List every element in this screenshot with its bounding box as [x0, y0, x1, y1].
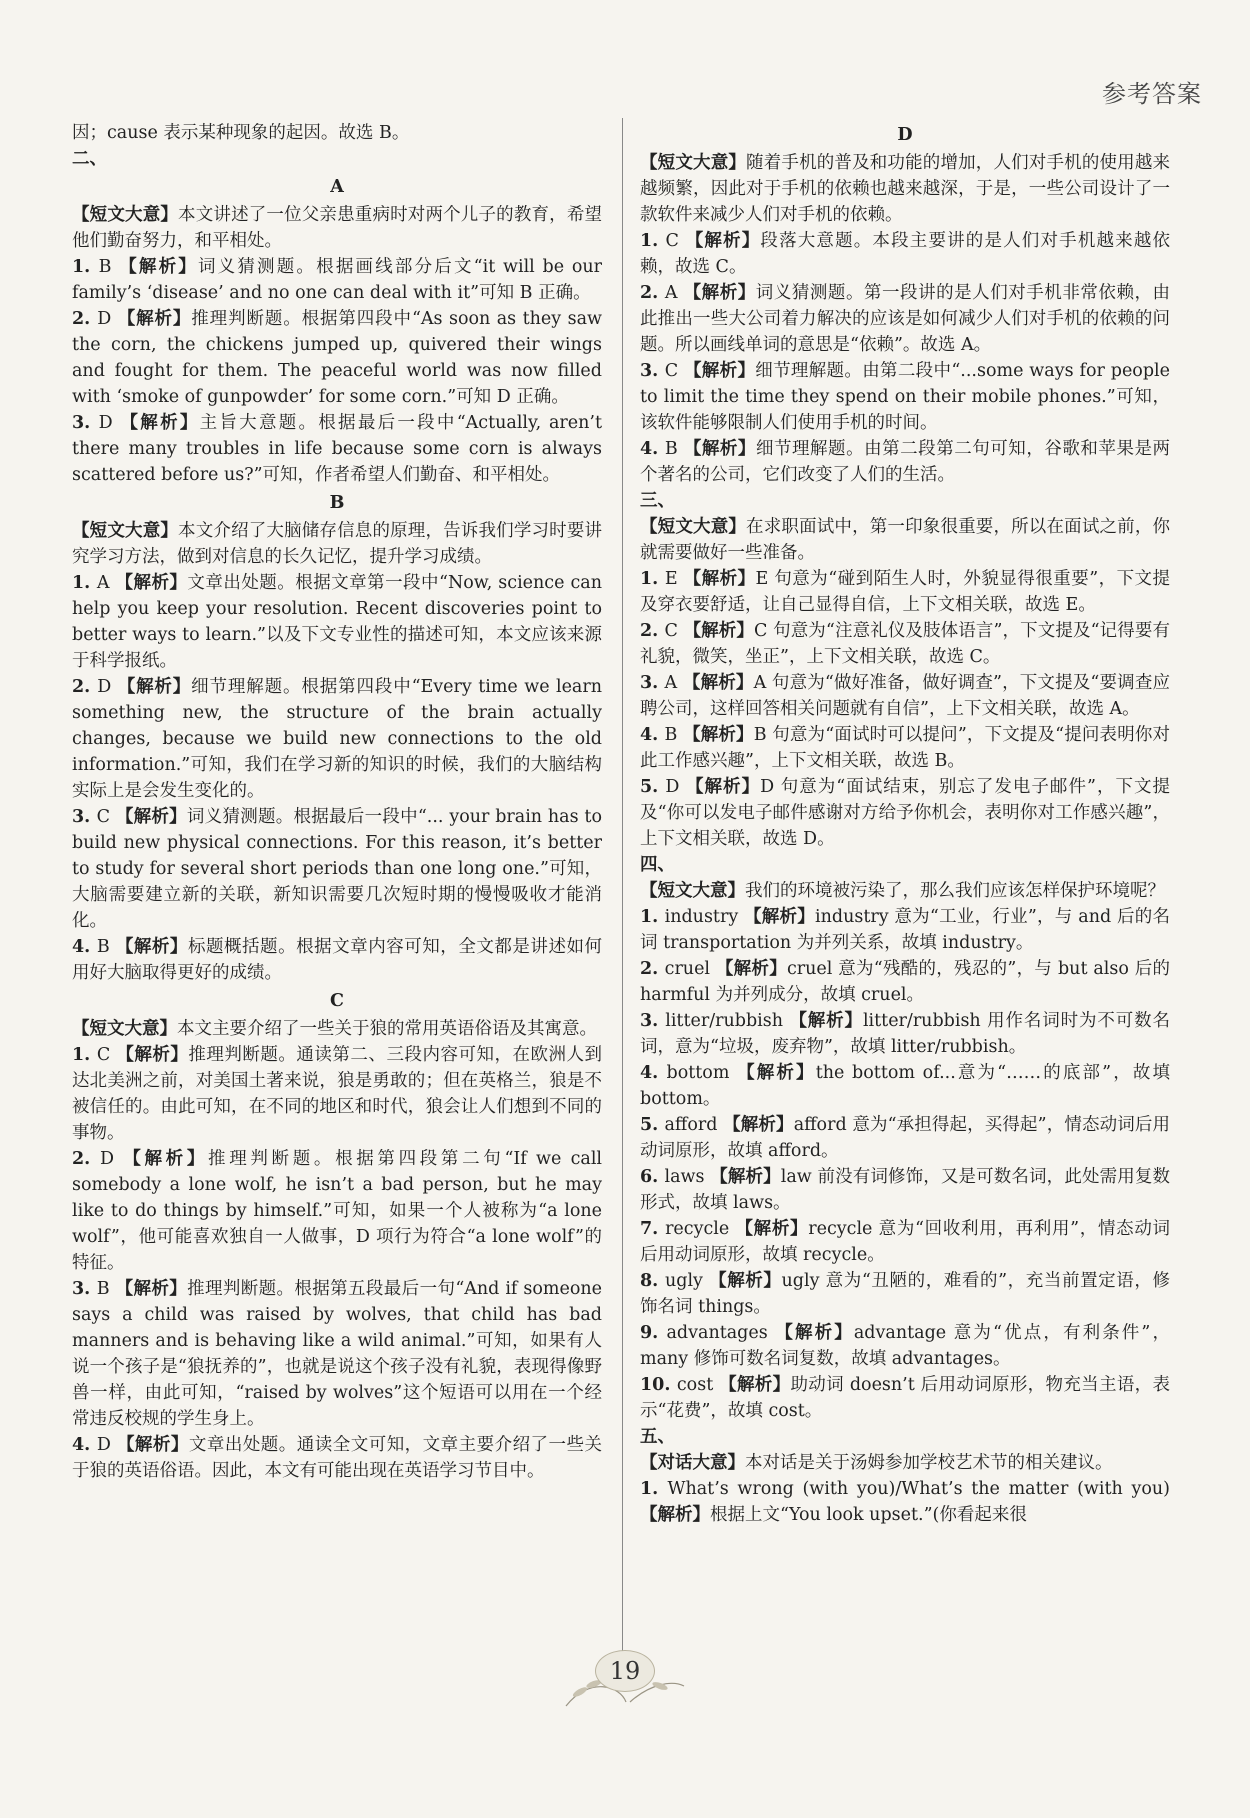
- explanation-text: 标题概括题。根据文章内容可知，全文都是讲述如何用好大脑取得更好的成绩。: [72, 937, 602, 983]
- explanation-text: recycle 意为“回收利用，再利用”，情态动词后用动词原形，故填 recycle。: [640, 1219, 1171, 1265]
- answer-number: 5.: [640, 777, 666, 797]
- explanation-tag: 【解析】: [683, 725, 754, 745]
- explanation-text: 推理判断题。根据第五段最后一句“And if someone says a child was raised by wolves, that child has bad manners and is behaving like a wild animal.”可知，如果有人说一个孩子是“狼抚养的”，也就是说这个孩子没有礼貌，表现得像野兽一样，由此可知，“raised by wolves”这个短语可以用在一个经常违反校规的学生身上。: [72, 1279, 602, 1429]
- explanation-text: the bottom of...意为“……的底部”，故填 bottom。: [640, 1063, 1170, 1109]
- explanation-text: 词义猜测题。根据画线部分后文“it will be our family’s ‘disease’ and no one can deal with it”可知 B 正确。: [72, 257, 603, 303]
- section-heading: 四、: [640, 855, 675, 875]
- answer-item: [72, 804, 602, 934]
- explanation-tag: 【解析】: [117, 309, 192, 329]
- answer-key: B: [98, 257, 120, 277]
- answer-item: [640, 1216, 1170, 1268]
- answer-number: 4.: [640, 1063, 667, 1083]
- explanation-text: C 句意为“注意礼仪及肢体语言”，下文提及“记得要有礼貌，微笑，坐正”，上下文相关联，故选 C。: [640, 621, 1171, 667]
- answer-item: [640, 1476, 1170, 1528]
- answer-number: 2.: [640, 621, 665, 641]
- answer-number: 3.: [640, 673, 665, 693]
- answer-number: 4.: [640, 725, 665, 745]
- answer-key: litter/rubbish: [665, 1011, 790, 1031]
- summary-paragraph: [72, 202, 602, 254]
- explanation-tag: 【解析】: [710, 1167, 781, 1187]
- passage-letter: D: [897, 125, 913, 145]
- answer-item: [640, 1112, 1170, 1164]
- answer-item: [640, 1268, 1170, 1320]
- answer-number: 7.: [640, 1219, 666, 1239]
- explanation-text: 随着手机的普及和功能的增加，人们对手机的使用越来越频繁，因此对于手机的依赖也越来越深，于是，一些公司设计了一款软件来减少人们对手机的依赖。: [640, 153, 1171, 225]
- answer-item: [640, 670, 1170, 722]
- explanation-tag: 【解析】: [744, 907, 816, 927]
- answer-key: afford: [664, 1115, 724, 1135]
- answer-key: B: [96, 1279, 116, 1299]
- answer-number: 1.: [640, 1479, 668, 1499]
- answer-item: [72, 306, 602, 410]
- answer-item: [72, 570, 602, 674]
- answer-key: D: [96, 1435, 117, 1455]
- explanation-text: cruel 意为“残酷的，残忍的”，与 but also 后的 harmful 为并列成分，故填 cruel。: [640, 959, 1170, 1005]
- explanation-text: 本对话是关于汤姆参加学校艺术节的相关建议。: [745, 1453, 1113, 1473]
- answer-item: [640, 1320, 1170, 1372]
- answer-key: C: [96, 807, 116, 827]
- explanation-text: 词义猜测题。根据最后一段中“... your brain has to build new physical connections. For this reason, it’s better to study for several short periods than one long one.”可知，大脑需要建立新的关联，新知识需要几次短时期的慢慢吸收才能消化。: [72, 807, 602, 931]
- explanation-tag: 【解析】: [737, 1063, 816, 1083]
- answer-number: 9.: [640, 1323, 667, 1343]
- answer-key: laws: [664, 1167, 711, 1187]
- answer-number: 1.: [72, 257, 99, 277]
- explanation-text: 词义猜测题。第一段讲的是人们对手机非常依赖，由此推出一些大公司着力解决的应该是如何减少人们对手机的依赖的问题。所以画线单词的意思是“依赖”。故选 A。: [640, 283, 1171, 355]
- explanation-tag: 【解析】: [715, 959, 787, 979]
- explanation-text: litter/rubbish 用作名词时为不可数名词，意为“垃圾，废弃物”，故填 litter/rubbish。: [640, 1011, 1170, 1057]
- explanation-text: 细节理解题。由第二段第二句可知，谷歌和苹果是两个著名的公司，它们改变了人们的生活。: [640, 439, 1170, 485]
- summary-paragraph: [640, 150, 1170, 228]
- page-header: 参考答案: [1102, 80, 1202, 108]
- answer-item: [640, 904, 1170, 956]
- explanation-text: 段落大意题。本段主要讲的是人们对手机越来越依赖，故选 C。: [640, 231, 1171, 277]
- explanation-tag: 【解析】: [683, 439, 756, 459]
- column-divider: [622, 118, 623, 1658]
- explanation-text: 在求职面试中，第一印象很重要，所以在面试之前，你就需要做好一些准备。: [640, 517, 1171, 563]
- answer-item: [72, 934, 602, 986]
- answer-key: D: [665, 777, 687, 797]
- summary-paragraph: [72, 120, 602, 146]
- answer-number: 1.: [640, 569, 665, 589]
- explanation-text: 助动词 doesn’t 后用动词原形，物充当主语，表示“花费”，故填 cost。: [640, 1375, 1170, 1421]
- explanation-tag: 【解析】: [682, 673, 754, 693]
- passage-letter: A: [330, 177, 344, 197]
- explanation-tag: 【短文大意】: [72, 521, 179, 541]
- answer-number: 3.: [72, 1279, 97, 1299]
- answer-item: [640, 722, 1170, 774]
- explanation-tag: 【解析】: [709, 1271, 782, 1291]
- answer-key: B: [664, 439, 684, 459]
- answer-key: cruel: [664, 959, 716, 979]
- explanation-tag: 【对话大意】: [640, 1453, 745, 1473]
- answer-key: ugly: [664, 1271, 710, 1291]
- explanation-tag: 【解析】: [117, 677, 192, 697]
- answer-key: advantages: [666, 1323, 776, 1343]
- explanation-tag: 【解析】: [683, 283, 756, 303]
- answer-key: D: [98, 413, 121, 433]
- explanation-tag: 【解析】: [683, 361, 756, 381]
- answer-number: 5.: [640, 1115, 665, 1135]
- section-heading: 二、: [72, 149, 107, 169]
- answer-number: 10.: [640, 1375, 677, 1395]
- answer-number: 1.: [640, 907, 665, 927]
- answer-key: C: [664, 361, 684, 381]
- summary-paragraph: [72, 1016, 602, 1042]
- explanation-tag: 【解析】: [719, 1375, 791, 1395]
- explanation-text: B 句意为“面试时可以提问”，下文提及“提问表明你对此工作感兴趣”，上下文相关联，故选 B。: [640, 725, 1170, 771]
- explanation-text: 本文主要介绍了一些关于狼的常用英语俗语及其寓意。: [177, 1019, 597, 1039]
- answer-item: [640, 1164, 1170, 1216]
- answer-key: industry: [664, 907, 745, 927]
- answer-item: [72, 410, 602, 488]
- explanation-text: ugly 意为“丑陋的，难看的”，充当前置定语，修饰名词 things。: [640, 1271, 1170, 1317]
- answer-key: D: [97, 309, 118, 329]
- answer-number: 2.: [72, 309, 98, 329]
- explanation-text: 文章出处题。通读全文可知，文章主要介绍了一些关于狼的英语俗语。因此，本文有可能出现在英语学习节目中。: [72, 1435, 603, 1481]
- explanation-tag: 【解析】: [683, 569, 756, 589]
- answer-number: 3.: [640, 361, 665, 381]
- explanation-text: 本文讲述了一位父亲患重病时对两个儿子的教育，希望他们勤奋努力，和平相处。: [72, 205, 603, 251]
- answer-item: [72, 1276, 602, 1432]
- explanation-text: 因；cause 表示某种现象的起因。故选 B。: [72, 123, 410, 143]
- explanation-tag: 【短文大意】: [640, 153, 747, 173]
- answer-number: 2.: [640, 959, 665, 979]
- answer-item: [640, 618, 1170, 670]
- answer-key: A: [664, 283, 684, 303]
- summary-paragraph: [640, 514, 1170, 566]
- explanation-tag: 【短文大意】: [640, 517, 747, 537]
- summary-paragraph: [640, 1450, 1170, 1476]
- answer-number: 1.: [72, 1045, 97, 1065]
- explanation-tag: 【解析】: [683, 621, 755, 641]
- answer-key: A: [664, 673, 683, 693]
- explanation-tag: 【解析】: [123, 1149, 209, 1169]
- passage-letter: B: [329, 493, 345, 513]
- answer-key: recycle: [665, 1219, 736, 1239]
- answer-item: [640, 436, 1170, 488]
- answer-number: 2.: [72, 1149, 101, 1169]
- explanation-text: 主旨大意题。根据最后一段中“Actually, aren’t there many troubles in life because some corn is always scattered before us?”可知，作者希望人们勤奋、和平相处。: [72, 413, 602, 485]
- answer-number: 1.: [640, 231, 666, 251]
- answer-item: [640, 566, 1170, 618]
- answer-number: 2.: [640, 283, 665, 303]
- explanation-text: 推理判断题。根据第四段中“As soon as they saw the corn, the chickens jumped up, quivered their wings and fought for them. The peaceful world was now filled with ‘smoke of gunpowder’ for some corn.”可知 D 正确。: [72, 309, 602, 407]
- answer-key: cost: [676, 1375, 720, 1395]
- explanation-tag: 【解析】: [685, 231, 761, 251]
- answer-key: B: [96, 937, 116, 957]
- explanation-text: 文章出处题。根据文章第一段中“Now, science can help you keep your resolution. Recent discoveries point to better ways to learn.”以及下文专业性的描述可知，本文应该来源于科学报纸。: [72, 573, 602, 671]
- page-footer: [0, 1650, 1250, 1692]
- answer-number: 8.: [640, 1271, 665, 1291]
- answer-number: 4.: [640, 439, 665, 459]
- explanation-tag: 【解析】: [640, 1505, 710, 1525]
- answer-number: 2.: [72, 677, 98, 697]
- explanation-tag: 【短文大意】: [72, 1019, 177, 1039]
- explanation-tag: 【解析】: [775, 1323, 854, 1343]
- explanation-tag: 【解析】: [115, 1279, 188, 1299]
- answer-key: C: [664, 621, 684, 641]
- answer-number: 3.: [640, 1011, 666, 1031]
- summary-paragraph: [72, 518, 602, 570]
- explanation-text: 我们的环境被污染了，那么我们应该怎样保护环境呢？: [745, 881, 1165, 901]
- explanation-text: afford 意为“承担得起，买得起”，情态动词后用动词原形，故填 afford。: [640, 1115, 1170, 1161]
- answer-item: [640, 358, 1170, 436]
- explanation-tag: 【解析】: [115, 937, 188, 957]
- explanation-tag: 【解析】: [735, 1219, 809, 1239]
- answer-number: 1.: [72, 573, 97, 593]
- explanation-text: industry 意为“工业，行业”，与 and 后的名词 transportation 为并列关系，故填 industry。: [640, 907, 1171, 953]
- answer-item: [72, 1432, 602, 1484]
- explanation-tag: 【解析】: [119, 257, 198, 277]
- answer-key: A: [96, 573, 116, 593]
- answer-key: What’s wrong (with you)/What’s the matter (with you): [667, 1479, 1170, 1499]
- answer-item: [640, 1372, 1170, 1424]
- page-number: 19: [595, 1650, 655, 1692]
- right-column: [640, 120, 1170, 1528]
- answer-number: 4.: [72, 937, 97, 957]
- explanation-tag: 【解析】: [115, 573, 188, 593]
- explanation-tag: 【解析】: [686, 777, 761, 797]
- explanation-text: E 句意为“碰到陌生人时，外貌显得很重要”，下文提及穿衣要舒适，让自己显得自信，上下文相关联，故选 E。: [640, 569, 1171, 615]
- section-heading: 五、: [640, 1427, 675, 1447]
- explanation-text: A 句意为“做好准备，做好调查”，下文提及“要调查应聘公司，这样回答相关问题就有自信”，上下文相关联，故选 A。: [640, 673, 1171, 719]
- answer-item: [640, 774, 1170, 852]
- explanation-text: law 前没有词修饰，又是可数名词，此处需用复数形式，故填 laws。: [640, 1167, 1170, 1213]
- answer-number: 3.: [72, 807, 97, 827]
- answer-item: [72, 254, 602, 306]
- explanation-tag: 【解析】: [723, 1115, 794, 1135]
- section-heading: 三、: [640, 491, 675, 511]
- answer-item: [640, 956, 1170, 1008]
- explanation-text: 根据上文“You look upset.”(你看起来很: [710, 1505, 1027, 1525]
- explanation-text: advantage 意为“优点，有利条件”，many 修饰可数名词复数，故填 advantages。: [640, 1323, 1170, 1369]
- answer-item: [72, 1042, 602, 1146]
- answer-key: C: [665, 231, 686, 251]
- explanation-text: 本文介绍了大脑储存信息的原理，告诉我们学习时要讲究学习方法，做到对信息的长久记忆，提升学习成绩。: [72, 521, 603, 567]
- explanation-tag: 【解析】: [789, 1011, 863, 1031]
- answer-key: C: [96, 1045, 117, 1065]
- explanation-tag: 【解析】: [116, 1045, 189, 1065]
- answer-key: bottom: [666, 1063, 738, 1083]
- explanation-text: D 句意为“面试结束，别忘了发电子邮件”，下文提及“你可以发电子邮件感谢对方给予你机会，表明你对工作感兴趣”，上下文相关联，故选 D。: [640, 777, 1170, 849]
- explanation-tag: 【解析】: [116, 1435, 189, 1455]
- answer-key: E: [664, 569, 684, 589]
- answer-number: 6.: [640, 1167, 665, 1187]
- explanation-text: 细节理解题。由第二段中“...some ways for people to limit the time they spend on their mobile phones.”可知，该软件能够限制人们使用手机的时间。: [640, 361, 1170, 433]
- explanation-tag: 【短文大意】: [640, 881, 745, 901]
- summary-paragraph: [640, 878, 1170, 904]
- passage-letter: C: [330, 991, 344, 1011]
- explanation-text: 推理判断题。根据第四段第二句“If we call somebody a lone wolf, he isn’t a bad person, but he may like to do things by himself.”可知，如果一个人被称为“a lone wolf”，他可能喜欢独自一人做事，D 项行为符合“a lone wolf”的特征。: [72, 1149, 603, 1273]
- explanation-tag: 【短文大意】: [72, 205, 179, 225]
- answer-key: D: [97, 677, 118, 697]
- answer-item: [640, 1008, 1170, 1060]
- left-column: [72, 120, 602, 1484]
- answer-number: 4.: [72, 1435, 97, 1455]
- answer-key: D: [100, 1149, 124, 1169]
- answer-item: [72, 1146, 602, 1276]
- answer-key: B: [664, 725, 684, 745]
- answer-item: [640, 280, 1170, 358]
- explanation-text: 细节理解题。根据第四段中“Every time we learn something new, the structure of the brain actually changes, because we build new connections to the old information.”可知，我们在学习新的知识的时候，我们的大脑结构实际上是会发生变化的。: [72, 677, 603, 801]
- answer-number: 3.: [72, 413, 99, 433]
- explanation-tag: 【解析】: [120, 413, 200, 433]
- explanation-tag: 【解析】: [115, 807, 187, 827]
- answer-item: [640, 1060, 1170, 1112]
- answer-item: [640, 228, 1170, 280]
- answer-item: [72, 674, 602, 804]
- explanation-text: 推理判断题。通读第二、三段内容可知，在欧洲人到达北美洲之前，对美国土著来说，狼是勇敢的；但在英格兰，狼是不被信任的。由此可知，在不同的地区和时代，狼会让人们想到不同的事物。: [72, 1045, 603, 1143]
